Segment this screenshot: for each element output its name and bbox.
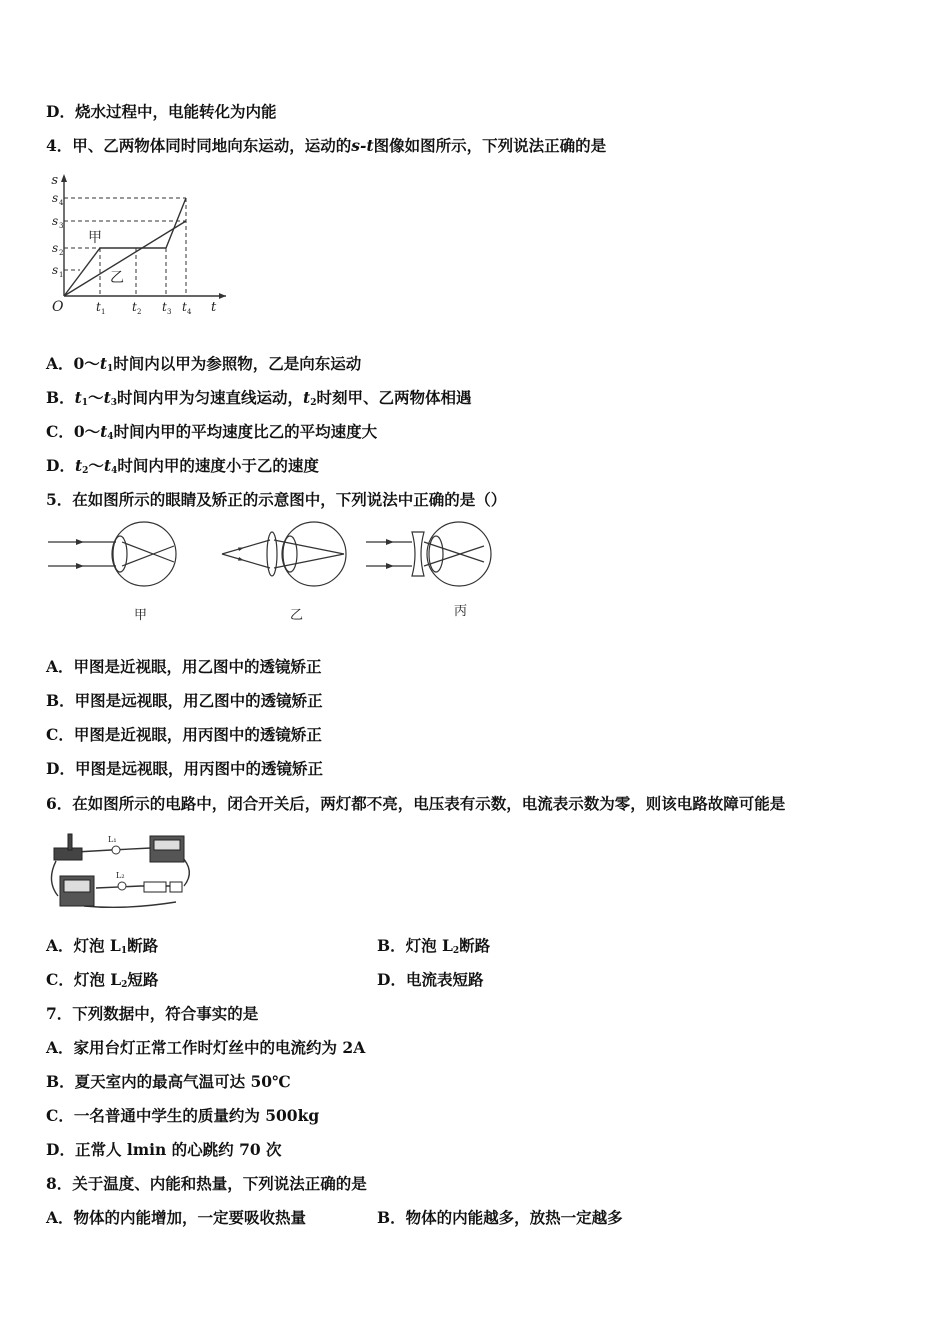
q4-d-t4: t	[103, 456, 112, 475]
q5-eye-figures	[44, 522, 504, 627]
q4-b-s1: 1	[81, 398, 89, 408]
q4-a-text2: 时间内以甲为参照物，乙是向东运动	[113, 354, 362, 373]
q4-d-t2: t	[74, 456, 83, 475]
q5-option-d: D．甲图是远视眼，用丙图中的透镜矫正	[46, 759, 323, 778]
q4-tick-t3: t	[162, 300, 167, 314]
q6-c-text1: C．灯泡 L	[46, 970, 122, 989]
q4-a-sub: 1	[106, 364, 114, 374]
q6-b-sub: 2	[452, 946, 460, 956]
bulb-l2-icon	[118, 882, 126, 890]
q4-label-yi: 乙	[110, 270, 124, 286]
q6-option-b	[377, 936, 490, 961]
q7-option-b: B．夏天室内的最高气温可达 50℃	[46, 1072, 291, 1091]
q4-tick-t2-sub: 2	[137, 308, 142, 316]
q5-label-bing: 丙	[454, 604, 468, 619]
q4-tick-s1-sub: 1	[59, 271, 64, 279]
q5-label-jia: 甲	[134, 608, 148, 623]
bulb-l1-icon	[112, 846, 120, 854]
q4-st-graph	[44, 168, 234, 318]
q4-tick-t1-sub: 1	[101, 308, 106, 316]
q4-b-t1: t	[74, 388, 82, 407]
q4-stem-b: 图像如图所示，下列说法正确的是	[373, 136, 607, 155]
q8-option-a: A．物体的内能增加，一定要吸收热量	[46, 1208, 307, 1227]
q8-option-b: B．物体的内能越多，放热一定越多	[377, 1208, 623, 1227]
q6-option-c	[46, 970, 158, 995]
q7-option-d: D．正常人 lmin 的心跳约 70 次	[46, 1140, 282, 1159]
q4-a-t: t	[99, 354, 107, 373]
q4-b-text3: 时刻甲、乙两物体相遇	[316, 388, 472, 407]
q7-option-c: C．一名普通中学生的质量约为 500kg	[46, 1106, 320, 1125]
eye-bing-icon	[366, 522, 491, 586]
q6-a-text2: 断路	[127, 936, 159, 955]
q4-tick-s3-sub: 3	[59, 222, 64, 230]
q4-tick-s3: s	[52, 214, 59, 228]
q4-b-t3: t	[103, 388, 111, 407]
q3-option-d: D．烧水过程中，电能转化为内能	[46, 102, 277, 121]
q6-option-a	[46, 936, 158, 961]
q4-tick-s4: s	[52, 191, 59, 205]
q4-d-text1: D．	[46, 456, 75, 475]
q5-option-b: B．甲图是远视眼，用乙图中的透镜矫正	[46, 691, 323, 710]
q4-b-tilde: ～	[88, 388, 104, 407]
eye-jia-icon	[48, 522, 176, 586]
q4-origin: O	[52, 299, 64, 315]
q4-c-text1: C．0～	[46, 422, 101, 441]
q4-tick-s2-sub: 2	[59, 249, 64, 257]
q5-option-c: C．甲图是近视眼，用丙图中的透镜矫正	[46, 725, 322, 744]
q5-stem: 5．在如图所示的眼睛及矫正的示意图中，下列说法中正确的是（）	[46, 490, 507, 509]
q4-tick-s4-sub: 4	[59, 199, 64, 207]
q4-tick-s2: s	[52, 241, 59, 255]
q4-stem-a: 4．甲、乙两物体同时同地向东运动，运动的	[46, 136, 352, 155]
q4-tick-t4: t	[182, 300, 187, 314]
q4-d-s2: 2	[82, 466, 89, 476]
q6-b-text1: B．灯泡 L	[377, 936, 453, 955]
q4-stem-st: s-t	[351, 136, 374, 155]
q4-tick-t1: t	[96, 300, 101, 314]
q8-stem: 8．关于温度、内能和热量，下列说法正确的是	[46, 1174, 367, 1193]
q4-c-text2: 时间内甲的平均速度比乙的平均速度大	[113, 422, 378, 441]
q4-option-a	[46, 354, 361, 379]
q6-a-text1: A．灯泡 L	[46, 936, 121, 955]
q6-circuit-figure	[46, 826, 196, 912]
q4-b-text1: B．	[46, 388, 75, 407]
q4-d-s4: 4	[111, 466, 118, 476]
q6-b-text2: 断路	[459, 936, 491, 955]
q6-c-sub: 2	[121, 980, 128, 990]
q7-option-a: A．家用台灯正常工作时灯丝中的电流约为 2A	[46, 1038, 366, 1057]
q6-c-text2: 短路	[127, 970, 159, 989]
q4-option-c	[46, 422, 377, 447]
q4-d-tilde: ～	[88, 456, 104, 475]
q4-b-s3: 3	[110, 398, 117, 408]
q4-d-text2: 时间内甲的速度小于乙的速度	[117, 456, 319, 475]
q7-stem: 7．下列数据中，符合事实的是	[46, 1004, 259, 1023]
q5-label-yi: 乙	[290, 608, 304, 623]
q4-tick-t2: t	[132, 300, 137, 314]
q4-tick-s1: s	[52, 263, 59, 277]
q4-tick-t4-sub: 4	[187, 308, 192, 316]
q4-b-s2: 2	[310, 398, 317, 408]
q6-option-d: D．电流表短路	[377, 970, 484, 989]
q4-b-t2: t	[303, 388, 311, 407]
q6-fig-l1: L₁	[108, 835, 117, 844]
q6-stem: 6．在如图所示的电路中，闭合开关后，两灯都不亮，电压表有示数，电流表示数为零，则该电路故障可能是	[46, 794, 786, 813]
q4-option-b	[46, 388, 471, 413]
q4-a-text1: A．0～	[46, 354, 100, 373]
q4-stem	[46, 136, 606, 156]
eye-yi-icon	[222, 522, 346, 586]
q4-c-sub: 4	[107, 432, 114, 442]
q4-axis-s: s	[51, 173, 58, 188]
q4-option-d	[46, 456, 319, 481]
q4-label-jia: 甲	[88, 230, 102, 246]
q4-c-t: t	[100, 422, 108, 441]
q4-axis-t: t	[211, 300, 217, 315]
q6-fig-l2: L₂	[116, 871, 125, 880]
q4-b-text2: 时间内甲为匀速直线运动，	[117, 388, 304, 407]
q4-tick-t3-sub: 3	[167, 308, 172, 316]
q6-a-sub: 1	[120, 946, 128, 956]
q5-option-a: A．甲图是近视眼，用乙图中的透镜矫正	[46, 657, 322, 676]
